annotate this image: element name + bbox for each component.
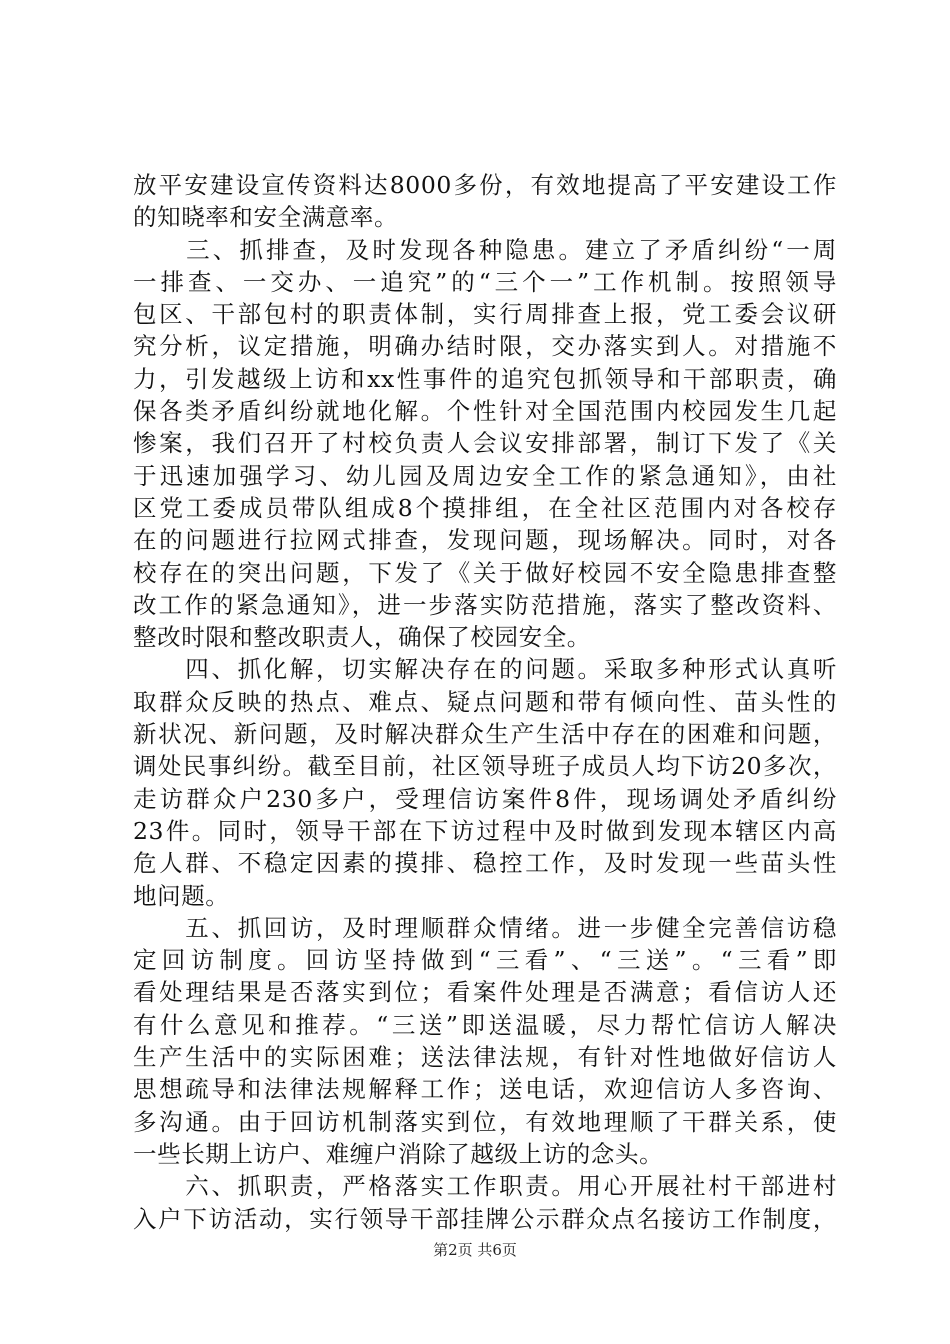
text-line: 23件。同时，领导干部在下访过程中及时做到发现本辖区内高 — [133, 816, 837, 845]
text-line: 放平安建设宣传资料达8000多份，有效地提高了平安建设工作 — [133, 171, 837, 199]
text-line: 一些长期上访户、难缠户消除了越级上访的念头。 — [133, 1139, 664, 1168]
text-line: 六、抓职责，严格落实工作职责。用心开展社村干部进村 — [133, 1172, 837, 1201]
text-line: 定回访制度。回访坚持做到“三看”、“三送”。“三看”即 — [133, 946, 837, 975]
text-line: 包区、干部包村的职责体制，实行周排查上报，党工委会议研 — [133, 300, 837, 329]
text-line: 新状况、新问题，及时解决群众生产生活中存在的困难和问题， — [133, 720, 837, 749]
text-line: 区党工委成员带队组成8个摸排组，在全社区范围内对各校存 — [133, 493, 837, 522]
text-line: 整改时限和整改职责人，确保了校园安全。 — [133, 623, 591, 652]
text-line: 看处理结果是否落实到位；看案件处理是否满意；看信访人还 — [133, 978, 837, 1007]
text-line: 多沟通。由于回访机制落实到位，有效地理顺了干群关系，使 — [133, 1107, 837, 1136]
text-line: 五、抓回访，及时理顺群众情绪。进一步健全完善信访稳 — [133, 913, 837, 942]
text-line: 在的问题进行拉网式排查，发现问题，现场解决。同时，对各 — [133, 526, 837, 555]
text-line: 一排查、一交办、一追究”的“三个一”工作机制。按照领导 — [133, 267, 837, 296]
text-line: 地问题。 — [133, 881, 230, 910]
page-footer: 第2页 共6页 — [433, 1241, 517, 1259]
text-line: 校存在的突出问题，下发了《关于做好校园不安全隐患排查整 — [133, 558, 837, 587]
text-line: 生产生活中的实际困难；送法律法规，有针对性地做好信访人 — [133, 1043, 837, 1072]
text-line: 有什么意见和推荐。“三送”即送温暖，尽力帮忙信访人解决 — [133, 1010, 837, 1039]
text-line: 惨案，我们召开了村校负责人会议安排部署，制订下发了《关 — [133, 429, 837, 458]
text-line: 究分析，议定措施，明确办结时限，交办落实到人。对措施不 — [133, 332, 837, 361]
text-line: 保各类矛盾纠纷就地化解。个性针对全国范围内校园发生几起 — [133, 397, 837, 426]
document-body — [133, 169, 837, 1235]
text-line: 走访群众户230多户，受理信访案件8件，现场调处矛盾纠纷 — [133, 784, 837, 813]
text-line: 于迅速加强学习、幼儿园及周边安全工作的紧急通知》，由社 — [133, 461, 837, 490]
text-line: 入户下访活动，实行领导干部挂牌公示群众点名接访工作制度， — [133, 1204, 837, 1233]
text-line: 思想疏导和法律法规解释工作；送电话，欢迎信访人多咨询、 — [133, 1075, 837, 1104]
text-line: 取群众反映的热点、难点、疑点问题和带有倾向性、苗头性的 — [133, 687, 837, 716]
text-line: 改工作的紧急通知》，进一步落实防范措施，落实了整改资料、 — [133, 590, 837, 619]
text-line: 力，引发越级上访和xx性事件的追究包抓领导和干部职责，确 — [133, 364, 837, 393]
text-line: 三、抓排查，及时发现各种隐患。建立了矛盾纠纷“一周 — [133, 235, 837, 264]
text-line: 四、抓化解，切实解决存在的问题。采取多种形式认真听 — [133, 655, 837, 684]
text-line: 危人群、不稳定因素的摸排、稳控工作，及时发现一些苗头性 — [133, 849, 837, 878]
text-line: 的知晓率和安全满意率。 — [133, 203, 399, 232]
text-line: 调处民事纠纷。截至目前，社区领导班子成员人均下访20多次， — [133, 752, 837, 781]
